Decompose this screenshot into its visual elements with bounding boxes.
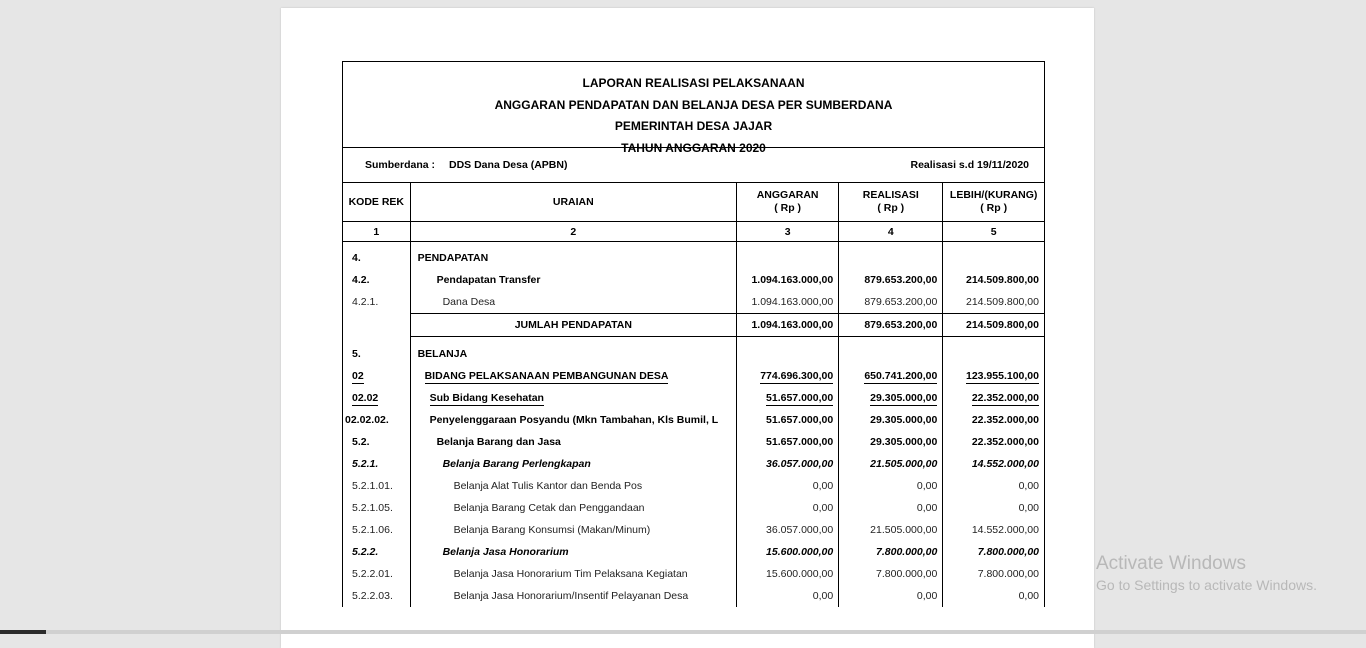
realisasi-cell: 7.800.000,00 [839, 563, 943, 585]
title-line-4: TAHUN ANGGARAN 2020 [621, 140, 766, 155]
kode-cell: 5.2.2.01. [352, 568, 393, 580]
uraian-cell: JUMLAH PENDAPATAN [410, 314, 736, 337]
lebih-cell: 7.800.000,00 [943, 541, 1044, 563]
realisasi-cell: 0,00 [839, 475, 943, 497]
header-anggaran: ANGGARAN ( Rp ) [737, 183, 839, 222]
watermark-subtitle: Go to Settings to activate Windows. [1096, 577, 1317, 593]
anggaran-cell: 1.094.163.000,00 [737, 291, 839, 314]
lebih-cell: 22.352.000,00 [943, 387, 1044, 409]
uraian-cell: Belanja Alat Tulis Kantor dan Benda Pos [410, 475, 736, 497]
uraian-cell: Penyelenggaraan Posyandu (Mkn Tambahan, Kls Bumil, L [410, 409, 736, 431]
table-row [343, 269, 1044, 291]
realisasi-cell: 7.800.000,00 [839, 541, 943, 563]
uraian-cell: BIDANG PELAKSANAAN PEMBANGUNAN DESA [410, 365, 736, 387]
uraian-cell: Belanja Barang dan Jasa [410, 431, 736, 453]
lebih-cell: 14.552.000,00 [943, 453, 1044, 475]
column-number: 5 [943, 222, 1044, 242]
table-row [343, 337, 1044, 366]
uraian-cell: Belanja Barang Perlengkapan [410, 453, 736, 475]
kode-cell: 5.2.1.05. [352, 502, 393, 514]
kode-cell [343, 314, 410, 337]
uraian-cell: Pendapatan Transfer [410, 269, 736, 291]
source-value: DDS Dana Desa (APBN) [449, 159, 568, 171]
title-line-2: ANGGARAN PENDAPATAN DAN BELANJA DESA PER SUMBERDANA [494, 97, 893, 112]
kode-cell: 5.2. [352, 436, 370, 448]
kode-cell: 02.02.02. [345, 414, 389, 426]
table-row [343, 291, 1044, 314]
header-uraian: URAIAN [410, 183, 736, 222]
realisasi-cell: 879.653.200,00 [839, 269, 943, 291]
kode-cell: 5. [352, 347, 361, 360]
table-row [343, 497, 1044, 519]
column-number-row [343, 222, 1044, 242]
lebih-cell: 22.352.000,00 [943, 431, 1044, 453]
anggaran-cell [737, 337, 839, 366]
source-info [365, 159, 567, 171]
anggaran-cell: 51.657.000,00 [737, 387, 839, 409]
report-title [343, 62, 1044, 155]
scrollbar-thumb[interactable] [0, 630, 46, 634]
lebih-cell: 123.955.100,00 [943, 365, 1044, 387]
lebih-cell: 22.352.000,00 [943, 409, 1044, 431]
lebih-cell: 0,00 [943, 497, 1044, 519]
kode-cell: 5.2.1.01. [352, 480, 393, 492]
header-lebih: LEBIH/(KURANG) ( Rp ) [943, 183, 1044, 222]
kode-cell: 02.02 [352, 392, 379, 404]
lebih-cell: 0,00 [943, 585, 1044, 607]
anggaran-cell: 0,00 [737, 585, 839, 607]
table-row [343, 453, 1044, 475]
column-number: 1 [343, 222, 410, 242]
lebih-cell [943, 337, 1044, 366]
table-row [343, 541, 1044, 563]
uraian-cell: Belanja Barang Konsumsi (Makan/Minum) [410, 519, 736, 541]
anggaran-cell: 0,00 [737, 475, 839, 497]
report-frame [342, 61, 1045, 607]
realisasi-cell: 0,00 [839, 497, 943, 519]
realisasi-cell [839, 247, 943, 269]
column-number: 3 [737, 222, 839, 242]
table-row [343, 247, 1044, 269]
source-label: Sumberdana : [365, 159, 436, 171]
realisasi-cell: 21.505.000,00 [839, 453, 943, 475]
table-row [343, 387, 1044, 409]
table-header-row [343, 183, 1044, 222]
lebih-cell [943, 247, 1044, 269]
header-realisasi: REALISASI ( Rp ) [839, 183, 943, 222]
kode-cell: 5.2.2. [352, 546, 379, 558]
lebih-cell: 7.800.000,00 [943, 563, 1044, 585]
kode-cell: 02 [352, 370, 364, 382]
total-row [343, 314, 1044, 337]
anggaran-cell [737, 247, 839, 269]
realisasi-cell: 879.653.200,00 [839, 291, 943, 314]
source-row [343, 148, 1044, 183]
anggaran-cell: 51.657.000,00 [737, 431, 839, 453]
anggaran-cell: 1.094.163.000,00 [737, 269, 839, 291]
uraian-cell: PENDAPATAN [410, 247, 736, 269]
uraian-cell: Belanja Jasa Honorarium [410, 541, 736, 563]
table-row [343, 365, 1044, 387]
kode-cell: 5.2.1. [352, 458, 379, 470]
watermark-title: Activate Windows [1096, 553, 1246, 574]
lebih-cell: 0,00 [943, 475, 1044, 497]
column-number: 4 [839, 222, 943, 242]
lebih-cell: 214.509.800,00 [943, 291, 1044, 314]
anggaran-cell: 51.657.000,00 [737, 409, 839, 431]
uraian-cell: Sub Bidang Kesehatan [410, 387, 736, 409]
anggaran-cell: 1.094.163.000,00 [737, 314, 839, 337]
uraian-cell: BELANJA [410, 337, 736, 366]
uraian-cell: Belanja Barang Cetak dan Penggandaan [410, 497, 736, 519]
anggaran-cell: 15.600.000,00 [737, 563, 839, 585]
report-table [343, 183, 1044, 607]
lebih-cell: 14.552.000,00 [943, 519, 1044, 541]
table-row [343, 563, 1044, 585]
kode-cell: 4. [352, 252, 361, 264]
column-number: 2 [410, 222, 736, 242]
realisasi-date: Realisasi s.d 19/11/2020 [910, 159, 1029, 171]
realisasi-cell: 650.741.200,00 [839, 365, 943, 387]
uraian-cell: Belanja Jasa Honorarium Tim Pelaksana Kegiatan [410, 563, 736, 585]
anggaran-cell: 36.057.000,00 [737, 519, 839, 541]
anggaran-cell: 0,00 [737, 497, 839, 519]
table-row [343, 431, 1044, 453]
realisasi-cell: 879.653.200,00 [839, 314, 943, 337]
realisasi-cell: 21.505.000,00 [839, 519, 943, 541]
activation-watermark [1096, 553, 1317, 593]
kode-cell: 4.2. [352, 274, 370, 286]
realisasi-cell: 29.305.000,00 [839, 409, 943, 431]
uraian-cell: Dana Desa [410, 291, 736, 314]
anggaran-cell: 36.057.000,00 [737, 453, 839, 475]
title-line-3: PEMERINTAH DESA JAJAR [614, 119, 773, 133]
kode-cell: 5.2.1.06. [352, 524, 393, 536]
header-kode: KODE REK [343, 183, 410, 222]
title-line-1: LAPORAN REALISASI PELAKSANAAN [582, 76, 805, 90]
realisasi-cell: 29.305.000,00 [839, 431, 943, 453]
realisasi-cell [839, 337, 943, 366]
document-page [281, 8, 1094, 648]
table-row [343, 475, 1044, 497]
uraian-cell: Belanja Jasa Honorarium/Insentif Pelayanan Desa [410, 585, 736, 607]
bottom-scrollbar[interactable] [0, 630, 1366, 634]
lebih-cell: 214.509.800,00 [943, 269, 1044, 291]
realisasi-cell: 0,00 [839, 585, 943, 607]
lebih-cell: 214.509.800,00 [943, 314, 1044, 337]
table-row [343, 409, 1044, 431]
table-row [343, 519, 1044, 541]
realisasi-cell: 29.305.000,00 [839, 387, 943, 409]
table-row [343, 585, 1044, 607]
kode-cell: 5.2.2.03. [352, 590, 393, 602]
kode-cell: 4.2.1. [352, 296, 379, 309]
anggaran-cell: 774.696.300,00 [737, 365, 839, 387]
anggaran-cell: 15.600.000,00 [737, 541, 839, 563]
